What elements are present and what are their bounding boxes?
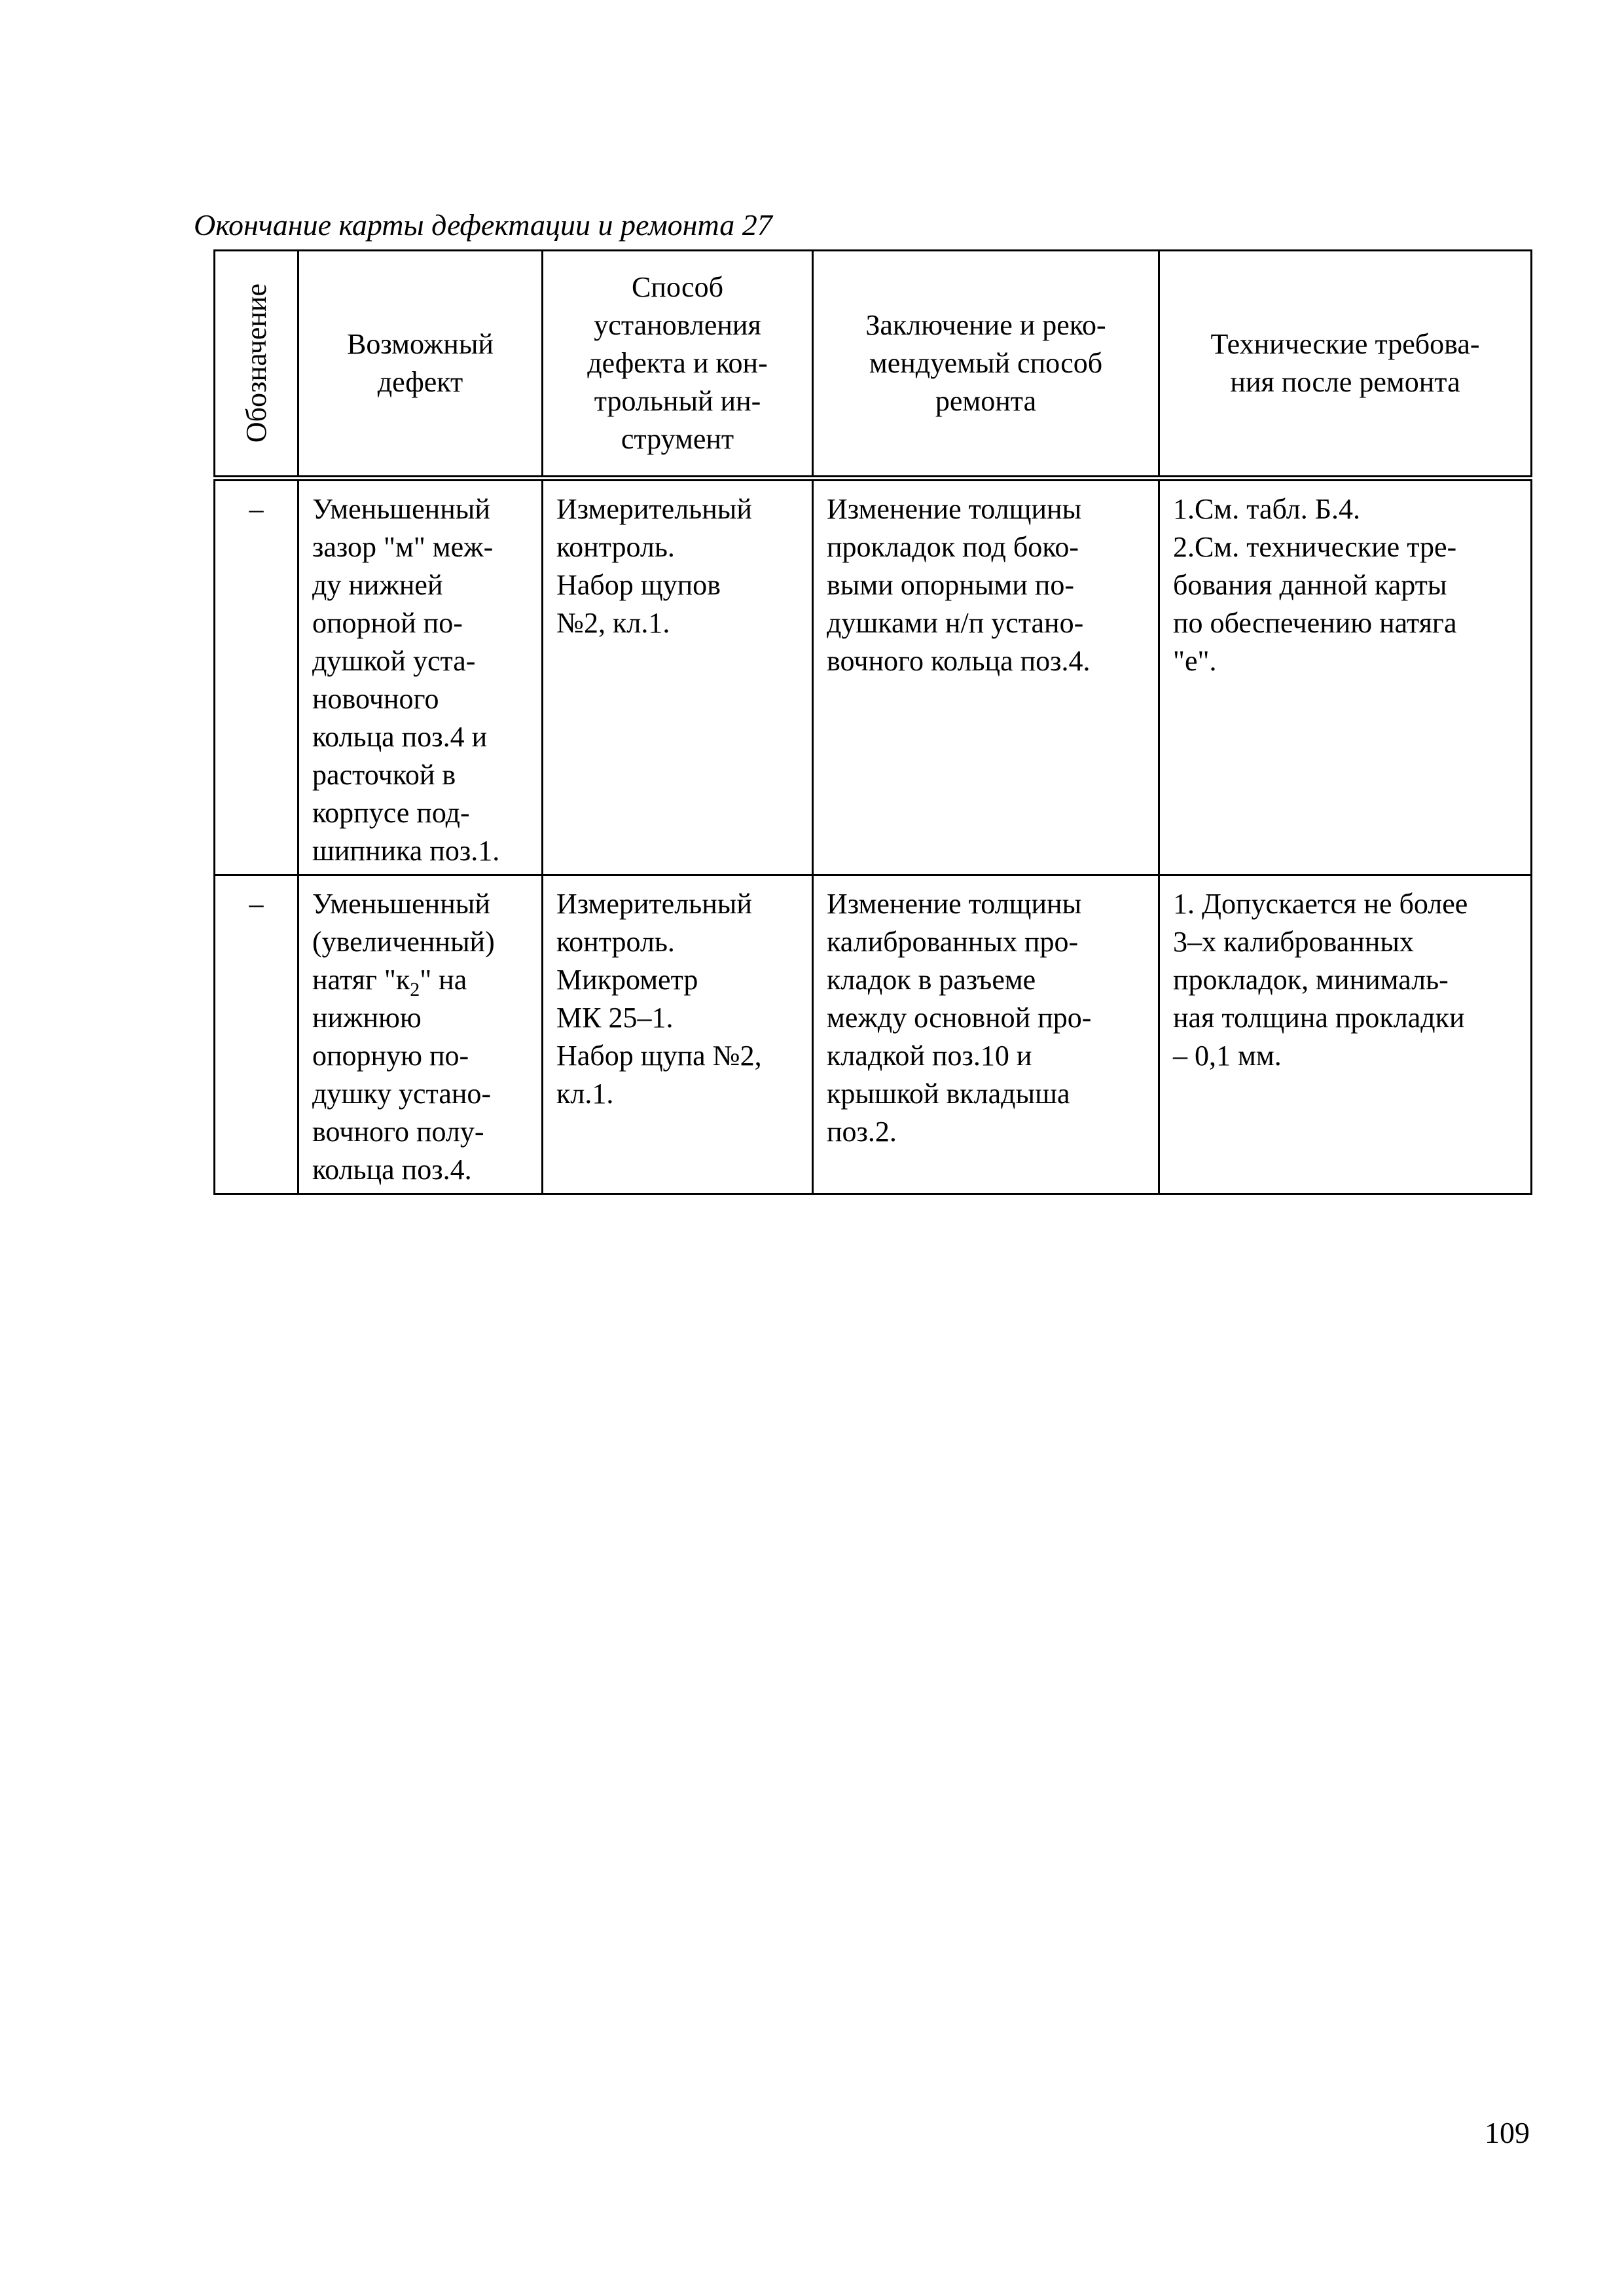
defect-repair-table bbox=[213, 249, 1532, 1195]
header-conclusion-label: Заключение и реко- мендуемый способ ремонта bbox=[865, 309, 1106, 417]
defect-text-part: " на нижнюю опорную по- душку устано- вочного полу- кольца поз.4. bbox=[312, 964, 492, 1186]
cell-defect: Уменьшенный зазор "м" меж- ду нижней опорной по- душкой уста- новочного кольца поз.4 и расточкой в корпусе под- шипника поз.1. bbox=[298, 479, 543, 875]
cell-conclusion: Изменение толщины прокладок под боко- выми опорными по- душками н/п устано- вочного кольца поз.4. bbox=[813, 479, 1159, 875]
cell-method: Измерительный контроль. Набор щупов №2, кл.1. bbox=[543, 479, 813, 875]
cell-designation: – bbox=[215, 479, 298, 875]
table-caption: Окончание карты дефектации и ремонта 27 bbox=[194, 208, 772, 242]
cell-requirements: 1.См. табл. Б.4. 2.См. технические тре- бования данной карты по обеспечению натяга "е". bbox=[1159, 479, 1532, 875]
cell-method: Измерительный контроль. Микрометр МК 25–1. Набор щупа №2, кл.1. bbox=[543, 875, 813, 1194]
cell-defect bbox=[298, 875, 543, 1194]
defect-subscript: 2 bbox=[410, 978, 420, 1000]
table-row bbox=[215, 875, 1532, 1194]
cell-conclusion: Изменение толщины калиброванных про- кладок в разъеме между основной про- кладкой поз.10 и крышкой вкладыша поз.2. bbox=[813, 875, 1159, 1194]
header-designation-label: Обозначение bbox=[240, 283, 272, 443]
header-requirements-label: Технические требова- ния после ремонта bbox=[1210, 328, 1480, 398]
defect-text-part: Уменьшенный (увеличенный) натяг "к bbox=[312, 888, 495, 996]
page-number: 109 bbox=[1485, 2116, 1530, 2149]
cell-designation: – bbox=[215, 875, 298, 1194]
header-requirements bbox=[1159, 251, 1532, 479]
header-detection-method bbox=[543, 251, 813, 479]
header-possible-defect-label: Возможный дефект bbox=[347, 328, 494, 398]
header-conclusion bbox=[813, 251, 1159, 479]
header-possible-defect bbox=[298, 251, 543, 479]
table-header-row bbox=[215, 251, 1532, 479]
table-row bbox=[215, 479, 1532, 875]
header-designation bbox=[215, 251, 298, 479]
cell-requirements: 1. Допускается не более 3–х калиброванных прокладок, минималь- ная толщина прокладки – 0,1 мм. bbox=[1159, 875, 1532, 1194]
header-detection-method-label: Способ установления дефекта и кон- трольный ин- струмент bbox=[587, 271, 768, 455]
